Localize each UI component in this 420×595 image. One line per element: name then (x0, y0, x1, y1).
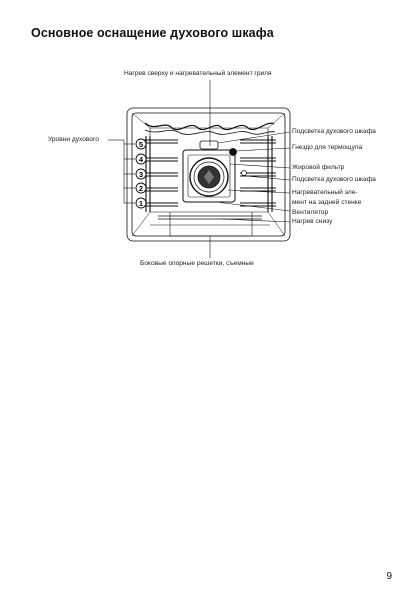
label-bottom-heater: Нагрев снизу (292, 218, 333, 225)
level-marker: 3 (138, 170, 144, 179)
left-side-rack (142, 136, 178, 212)
label-fan: Вентилятор (292, 209, 329, 216)
level-marker: 2 (138, 184, 144, 193)
lamp-top-icon (200, 141, 218, 149)
label-rear-heater-line1: Нагревательный эле- (292, 189, 358, 196)
top-heater-coil (145, 123, 274, 130)
bottom-heater (158, 216, 262, 219)
label-lamp-top: Подсветка духового шкафа (292, 128, 376, 135)
page-number: 9 (386, 571, 392, 582)
label-lamp-side: Подсветка духового шкафа (292, 176, 376, 183)
level-markers (136, 139, 146, 208)
label-top-heater: Нагрев сверху и нагревательный элемент гриля (124, 70, 272, 77)
level-marker: 5 (138, 140, 144, 149)
level-marker: 1 (138, 199, 144, 208)
page-title: Основное оснащение духового шкафа (31, 26, 274, 40)
level-marker: 4 (138, 155, 144, 164)
label-levels: Уровни духового (48, 136, 99, 143)
label-grease-filter: Жировой фильтр (292, 164, 345, 171)
label-rear-heater-line2: мент на задней стенке (292, 199, 362, 206)
lamp-side-icon (242, 171, 247, 176)
label-thermo-socket: Гнездо для термощупа (292, 144, 363, 151)
thermo-socket-icon (230, 149, 237, 156)
label-side-racks: Боковые опорные решетки, съемные (140, 260, 254, 267)
